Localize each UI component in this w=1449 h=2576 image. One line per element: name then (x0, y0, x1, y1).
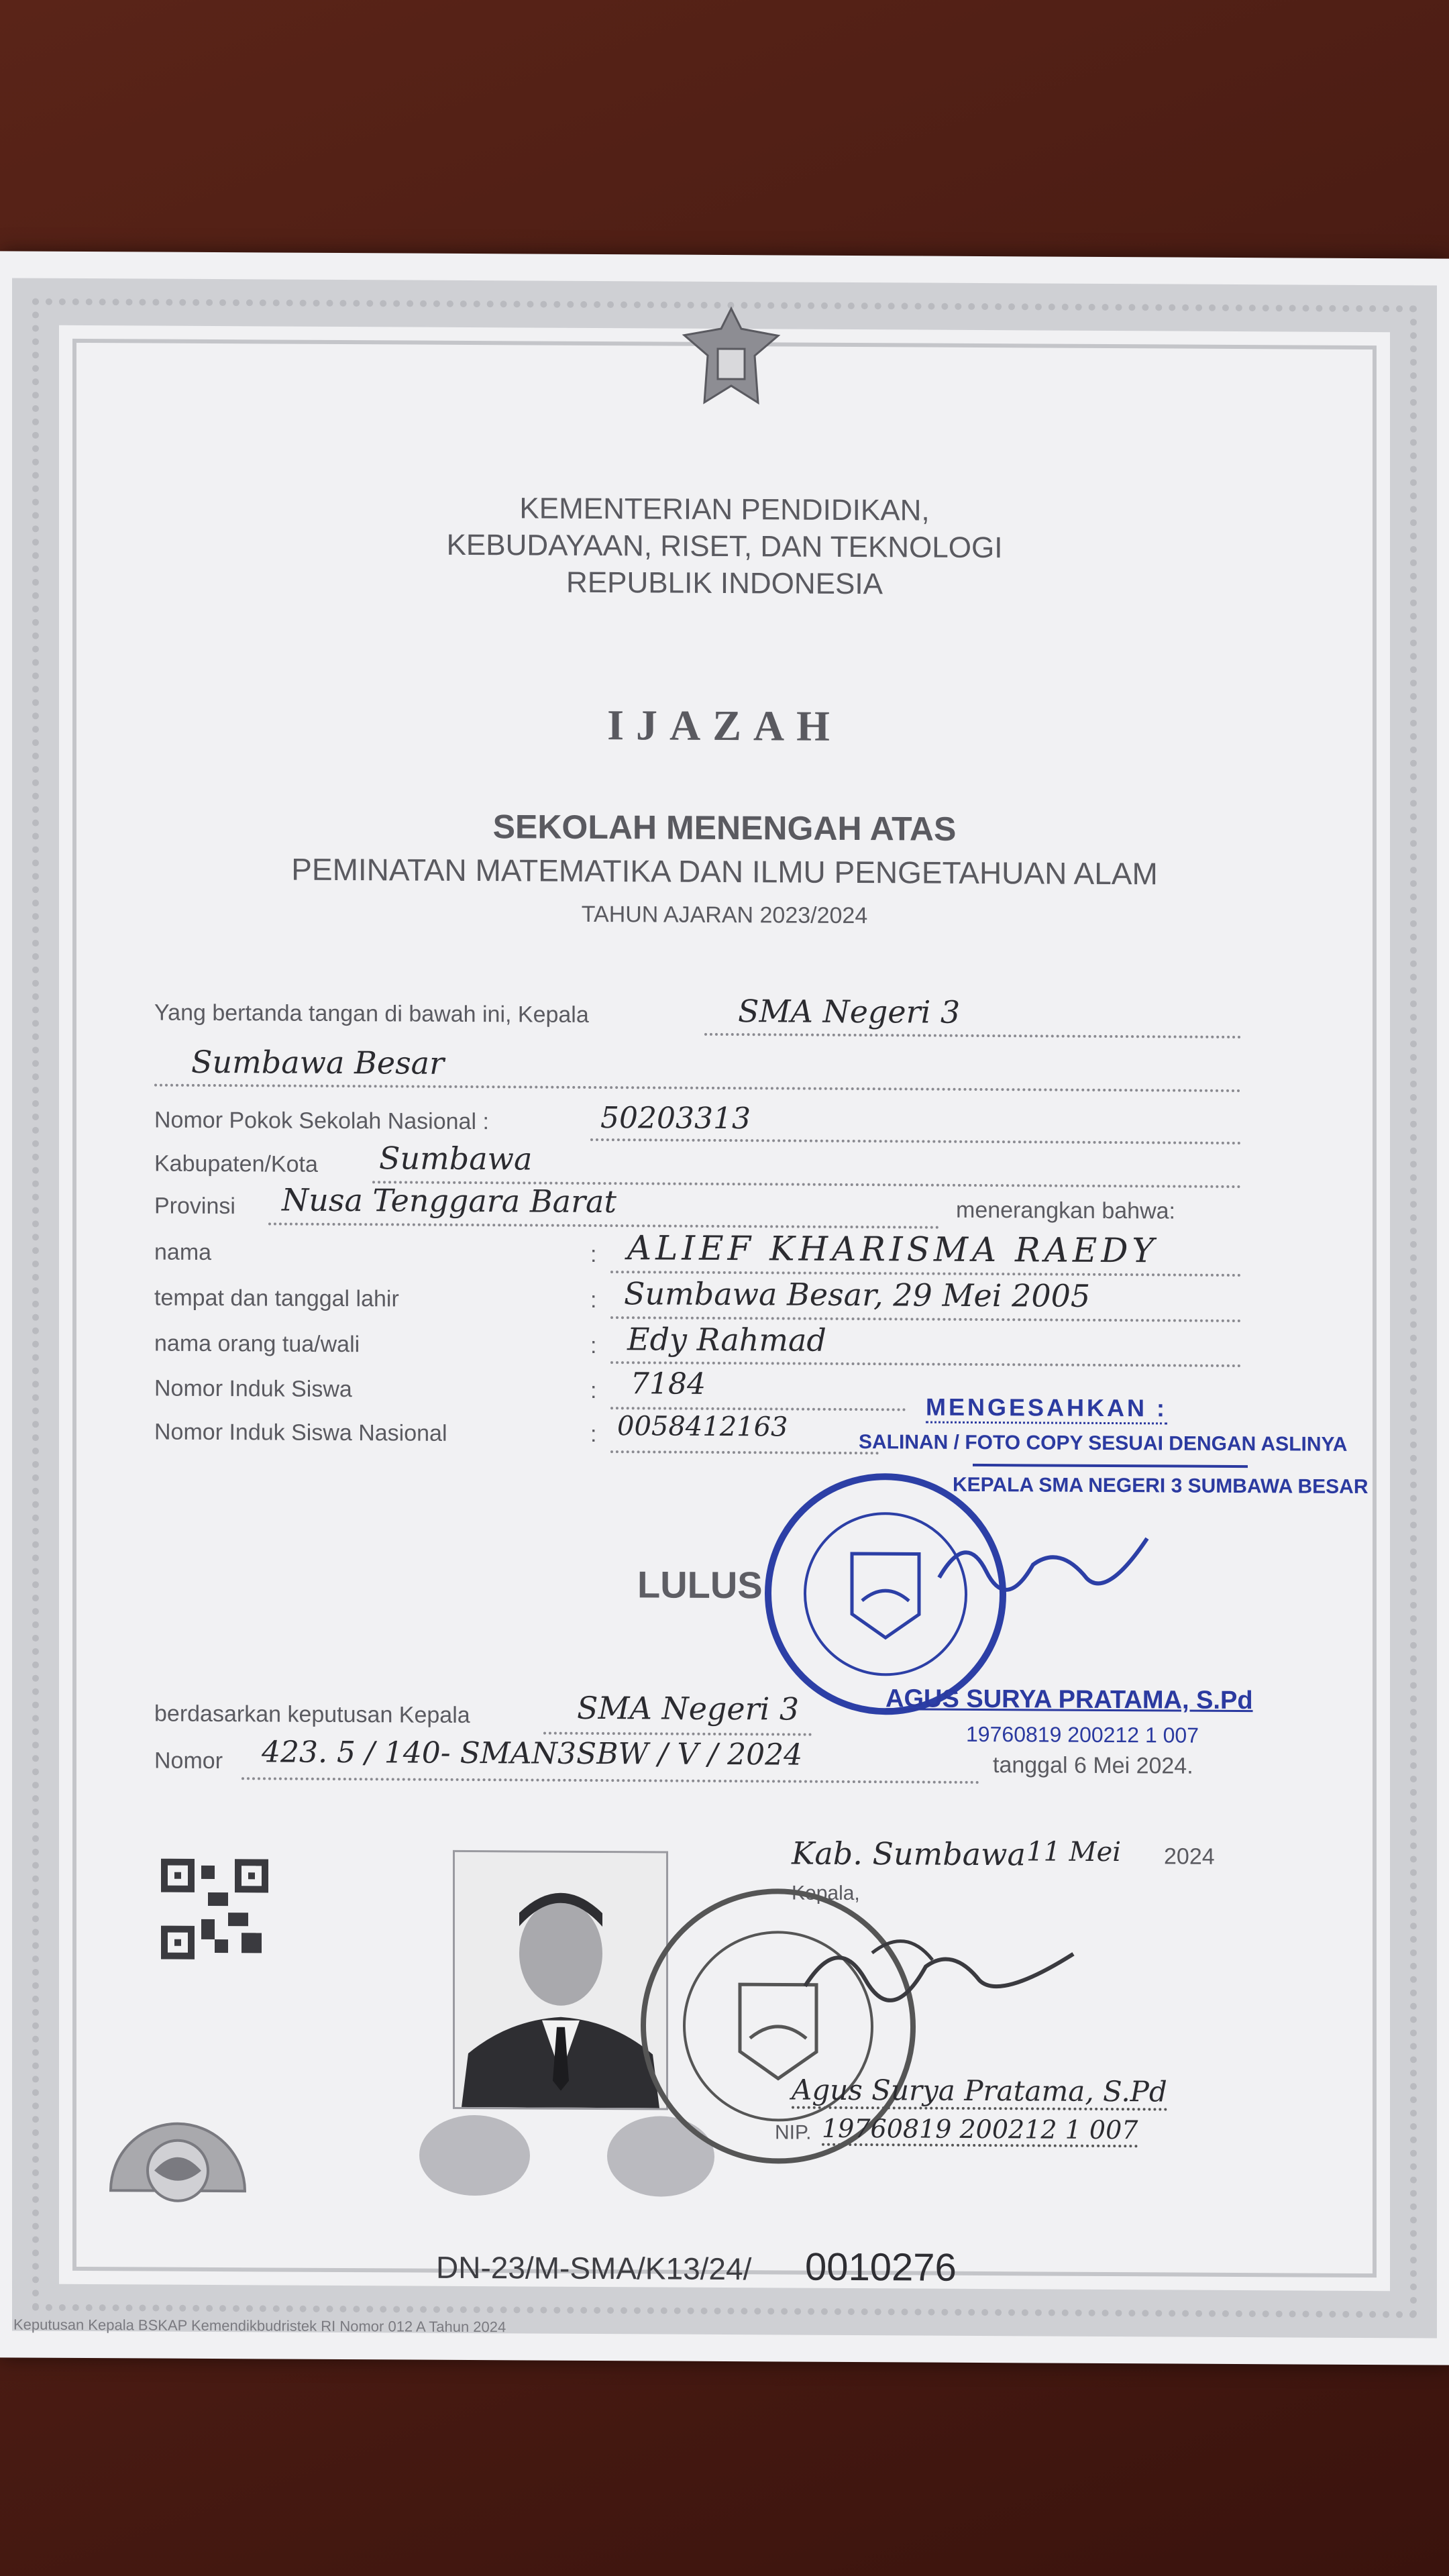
academic-year: TAHUN AJARAN 2023/2024 (581, 901, 868, 929)
colon: : (590, 1377, 597, 1404)
legalization-line-2: KEPALA SMA NEGERI 3 SUMBAWA BESAR (953, 1473, 1368, 1499)
npsn-value: 50203313 (600, 1101, 751, 1136)
legalization-title: MENGESAHKAN : (926, 1393, 1167, 1425)
name-label: nama (154, 1239, 212, 1265)
school-level: SEKOLAH MENENGAH ATAS (492, 808, 957, 848)
student-name: ALIEF KHARISMA RAEDY (627, 1228, 1159, 1271)
legalization-nip: 19760819 200212 1 007 (966, 1721, 1199, 1748)
province-label: Provinsi (154, 1193, 235, 1220)
colon: : (590, 1287, 597, 1313)
city-label: Kabupaten/Kota (154, 1150, 318, 1177)
garuda-emblem (678, 302, 785, 417)
signing-year: 2024 (1164, 1843, 1215, 1870)
city-value: Sumbawa (379, 1140, 533, 1177)
signer-name: Agus Surya Pratama, S.Pd (792, 2074, 1167, 2111)
legalization-line-1: SALINAN / FOTO COPY SESUAI DENGAN ASLINYA (859, 1431, 1348, 1456)
document-title: IJAZAH (607, 701, 842, 750)
decision-number: 423. 5 / 140- SMAN3SBW / V / 2024 (262, 1735, 803, 1772)
province-value: Nusa Tenggara Barat (282, 1181, 616, 1220)
legalization-signer: AGUS SURYA PRATAMA, S.Pd (885, 1684, 1253, 1715)
ministry-line-2: KEBUDAYAAN, RISET, DAN TEKNOLOGI (446, 528, 1003, 565)
nis-label: Nomor Induk Siswa (154, 1375, 352, 1403)
grey-signature (792, 1906, 1087, 2041)
nip-label: NIP. (775, 2121, 812, 2144)
npsn-label: Nomor Pokok Sekolah Nasional : (154, 1107, 489, 1135)
parent-label: nama orang tua/wali (154, 1330, 360, 1358)
certificate-paper (0, 251, 1449, 2365)
colon: : (590, 1241, 597, 1268)
nis-value: 7184 (631, 1366, 706, 1401)
parent-value: Edy Rahmad (627, 1321, 826, 1358)
decision-label: berdasarkan keputusan Kepala (154, 1701, 470, 1729)
ministry-line-1: KEMENTERIAN PENDIDIKAN, (519, 492, 930, 527)
signing-day-month: 11 Mei (1026, 1836, 1122, 1868)
school-name-cont: Sumbawa Besar (191, 1043, 445, 1081)
decree-reference: Keputusan Kepala BSKAP Kemendikbudristek RI Nomor 012 A Tahun 2024 (13, 2316, 506, 2336)
student-photo (453, 1850, 668, 2110)
school-name: SMA Negeri 3 (738, 993, 961, 1030)
serial-prefix: DN-23/M-SMA/K13/24/ (436, 2249, 752, 2287)
number-label: Nomor (154, 1748, 223, 1774)
states-text: menerangkan bahwa: (956, 1197, 1176, 1224)
birth-value: Sumbawa Besar, 29 Mei 2005 (624, 1275, 1091, 1314)
blue-signature (926, 1517, 1154, 1626)
decision-date: tanggal 6 Mei 2024. (993, 1752, 1193, 1779)
birth-label: tempat dan tanggal lahir (154, 1285, 399, 1312)
signer-role: Kepala, (792, 1882, 860, 1905)
serial-number: 0010276 (805, 2245, 957, 2290)
nisn-label: Nomor Induk Siswa Nasional (154, 1419, 447, 1446)
ministry-line-3: REPUBLIK INDONESIA (566, 566, 883, 601)
signer-nip: 19760819 200212 1 007 (822, 2114, 1138, 2147)
signer-label: Yang bertanda tangan di bawah ini, Kepala (154, 1000, 589, 1028)
tut-wuri-handayani-emblem (101, 2090, 255, 2211)
colon: : (590, 1332, 597, 1359)
program-title: PEMINATAN MATEMATIKA DAN ILMU PENGETAHUAN ALAM (291, 851, 1158, 892)
nisn-value: 0058412163 (617, 1411, 788, 1443)
graduation-status: LULUS (637, 1563, 763, 1607)
signing-place: Kab. Sumbawa (792, 1835, 1026, 1873)
colon: : (590, 1421, 597, 1448)
thumbprint-left (419, 2115, 530, 2196)
qr-code (161, 1859, 268, 1960)
decision-school: SMA Negeri 3 (577, 1689, 800, 1727)
